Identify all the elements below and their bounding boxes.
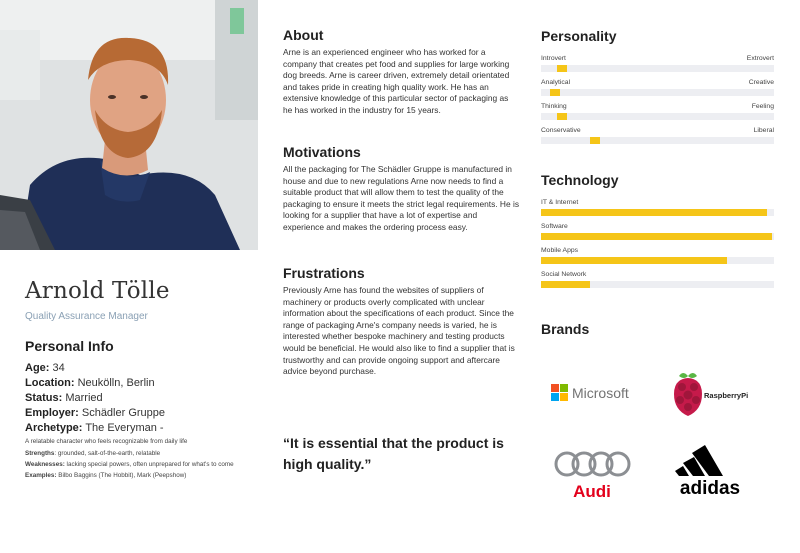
about-text: Arne is an experienced engineer who has worked for a company that creates pet food and supplies for large working dog breeds. Arne is career driven, extremely detail orientated and takes pride in creating high quality work. He has an extensive knowledge of this particular sector of packaging as he has worked in the industry for 15 years. <box>283 47 510 115</box>
info-age-value: 34 <box>52 362 65 374</box>
scale-left-label: Conservative <box>541 127 581 134</box>
personality-scale <box>541 55 774 75</box>
info-status-label: Status: <box>25 392 63 404</box>
info-location <box>25 377 155 389</box>
scale-marker <box>550 89 560 96</box>
technology-fill <box>541 257 727 264</box>
scale-right-label: Creative <box>748 79 774 86</box>
technology-heading: Technology <box>541 172 619 188</box>
info-age-label: Age: <box>25 362 50 374</box>
scale-left-label: Thinking <box>541 103 567 110</box>
scale-left-label: Introvert <box>541 55 566 62</box>
scale-track <box>541 89 774 96</box>
scale-track <box>541 137 774 144</box>
microsoft-logo <box>551 382 641 409</box>
technology-fill <box>541 281 590 288</box>
personality-scale <box>541 127 774 147</box>
scale-track <box>541 113 774 120</box>
frustrations-text: Previously Arne has found the websites of suppliers of machinery or products overly complicated with unclear information about the specifications of each product. Since the range of packaging Arne's company needs is varied, he is interested whether bespoke machinery and testing products would be beneficial. He would also like to find a supplier that is trustworthy and can provide ongoing support and aftercare advice beyond purchase. <box>283 285 515 377</box>
info-archetype-value: The Everyman - <box>85 422 164 434</box>
technology-item <box>541 271 774 291</box>
personality-heading: Personality <box>541 28 617 44</box>
info-archetype <box>25 422 164 434</box>
info-status-value: Married <box>65 392 103 404</box>
scale-marker <box>557 65 567 72</box>
adidas-logo <box>667 440 757 503</box>
scale-left-label: Analytical <box>541 79 571 86</box>
examples-value: Bilbo Baggins (The Hobbit), Mark (Peepshow) <box>56 472 187 479</box>
info-employer <box>25 407 165 419</box>
about-heading: About <box>283 27 324 43</box>
technology-item <box>541 223 774 243</box>
archetype-strengths <box>25 450 160 457</box>
motivations-heading: Motivations <box>283 144 361 160</box>
technology-label: IT & Internet <box>541 199 579 206</box>
info-location-value: Neukölln, Berlin <box>77 377 155 389</box>
raspberry-pi-logo-text: RaspberryPi <box>704 391 749 400</box>
persona-photo <box>0 0 258 250</box>
motivations-text: All the packaging for The Schädler Gruppe is manufactured in house and due to new regulations Arne now needs to find a suitable product that will allow them to test the quality of the packaging to ensure it meets the strict legal requirements. He is looking for a supplier that have a lot of expertise and experience and makes the ordering process easy. <box>283 164 520 232</box>
scale-marker <box>590 137 600 144</box>
raspberry-pi-logo <box>669 370 759 423</box>
audi-logo-text: Audi <box>573 482 611 501</box>
info-location-label: Location: <box>25 377 75 389</box>
persona-name: Arnold Tölle <box>25 278 170 304</box>
info-employer-label: Employer: <box>25 407 79 419</box>
scale-right-label: Feeling <box>751 103 774 110</box>
audi-logo <box>553 449 633 506</box>
technology-item <box>541 199 774 219</box>
microsoft-logo-text: Microsoft <box>572 385 629 401</box>
archetype-examples <box>25 472 186 479</box>
personal-info-heading: Personal Info <box>25 338 114 354</box>
adidas-logo-text: adidas <box>679 478 741 498</box>
personality-scale <box>541 79 774 99</box>
archetype-weaknesses <box>25 461 234 468</box>
weaknesses-label: Weaknesses: <box>25 461 65 468</box>
scale-right-label: Extrovert <box>746 55 774 62</box>
scale-marker <box>557 113 567 120</box>
technology-label: Software <box>541 223 568 230</box>
strengths-value: : grounded, salt-of-the-earth, relatable <box>54 450 161 457</box>
persona-quote: “It is essential that the product is high quality.” <box>283 435 504 472</box>
technology-fill <box>541 209 767 216</box>
technology-item <box>541 247 774 267</box>
technology-fill <box>541 233 772 240</box>
scale-track <box>541 65 774 72</box>
technology-label: Mobile Apps <box>541 247 579 254</box>
strengths-label: Strengths <box>25 450 55 457</box>
persona-role: Quality Assurance Manager <box>25 311 148 322</box>
frustrations-heading: Frustrations <box>283 265 365 281</box>
technology-label: Social Network <box>541 271 587 278</box>
info-archetype-label: Archetype: <box>25 422 83 434</box>
archetype-description: A relatable character who feels recognizable from daily life <box>25 438 188 445</box>
info-status <box>25 392 103 404</box>
info-age <box>25 362 65 374</box>
weaknesses-value: lacking special powers, often unprepared for what's to come <box>64 461 234 468</box>
scale-right-label: Liberal <box>753 127 774 134</box>
brands-heading: Brands <box>541 321 590 337</box>
personality-scale <box>541 103 774 123</box>
examples-label: Examples: <box>25 472 57 479</box>
info-employer-value: Schädler Gruppe <box>81 407 166 419</box>
